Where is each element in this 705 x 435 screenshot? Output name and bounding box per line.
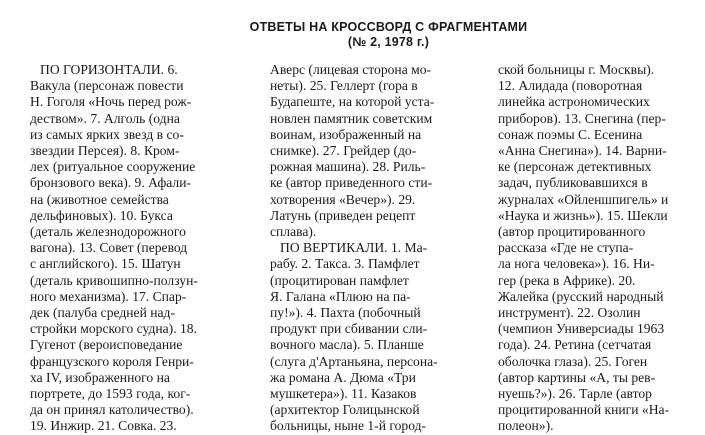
heading-subtitle: (№ 2, 1978 г.)	[347, 35, 430, 49]
text-line: хотворения «Вечер»). 29.	[270, 191, 416, 207]
text-line: портрете, до 1593 года, ког-	[30, 386, 191, 402]
article-heading	[0, 20, 705, 50]
text-line: процитированной книги «На-	[498, 402, 670, 418]
text-line: французского короля Генри-	[30, 353, 194, 369]
text-line: оболочка глаза). 25. Гоген	[498, 353, 648, 369]
text-line: журналах «Ойленшпигель» и	[498, 191, 669, 207]
text-line: сонаж поэмы С. Есенина	[498, 126, 643, 142]
text-line: новлен памятник советским	[270, 110, 433, 126]
text-line: Н. Гоголя «Ночь перед рож-	[30, 94, 192, 110]
text-line: ПО ГОРИЗОНТАЛИ. 6.	[40, 62, 178, 77]
text-line: снимке). 27. Грейдер (до-	[270, 143, 417, 159]
text-line: «Наука и жизнь»). 15. Шекли	[498, 207, 668, 223]
text-line: (деталь кривошипно-ползун-	[30, 272, 198, 288]
text-line: ха IV, изображенного на	[30, 369, 170, 385]
text-line: рабу. 2. Такса. 3. Памфлет	[270, 256, 420, 272]
text-line: дельфиновых). 10. Букса	[30, 207, 173, 223]
text-line: (процитирован памфлет	[270, 272, 409, 288]
text-line: 19. Инжир. 21. Совка. 23.	[30, 418, 177, 434]
text-line: мушкетера»). 11. Казаков	[270, 386, 417, 402]
text-line: (автор процитированного	[498, 224, 646, 240]
text-line: инструмент). 22. Озолин	[498, 305, 641, 321]
text-line: (слуга д'Артаньяна, персона-	[270, 353, 438, 369]
text-column-3	[498, 62, 705, 435]
text-line: Аверс (лицевая сторона мо-	[270, 62, 432, 77]
text-line: ке (автор приведенного сти-	[270, 175, 433, 191]
text-line: Будапеште, на которой уста-	[270, 94, 435, 110]
text-line: нуешь?»). 26. Тарле (автор	[498, 386, 652, 402]
text-line: больницы, ныне 1-й город-	[270, 418, 427, 434]
text-line: вагона). 13. Совет (перевод	[30, 240, 188, 256]
text-line: рассказа «Где не ступа-	[498, 240, 634, 256]
text-line: Я. Галана «Плюю на па-	[270, 288, 411, 304]
text-line: ской больницы г. Москвы).	[498, 62, 655, 77]
text-line: полеон»).	[498, 418, 554, 434]
text-line: да он принял католичество).	[30, 402, 194, 418]
text-line: вочного масла). 5. Планше	[270, 337, 424, 353]
text-column-2	[270, 62, 492, 435]
text-line: звездии Персея). 8. Кром-	[30, 143, 180, 159]
text-line: продукт при сбивании сли-	[270, 321, 428, 337]
text-line: на (животное семейства	[30, 191, 169, 207]
text-line: Латунь (приведен рецепт	[270, 207, 416, 223]
text-line: из самых ярких звезд в со-	[30, 126, 184, 142]
text-line: дек (палуба средней над-	[30, 305, 175, 321]
text-column-1	[30, 62, 252, 435]
text-line: линейка астрономических	[498, 94, 650, 110]
text-line: воинам, изображенный на	[270, 126, 422, 142]
text-line: ного механизма). 17. Спар-	[30, 288, 187, 304]
text-line: деством». 7. Алголь (одна	[30, 110, 180, 126]
text-line: пу!»). 4. Пахта (побочный	[270, 305, 421, 321]
text-line: задач, публиковавшихся в	[498, 175, 648, 191]
text-line: стройки морского судна). 18.	[30, 321, 197, 337]
text-line: неты). 25. Геллерт (гора в	[270, 78, 418, 94]
text-line: «Анна Снегина»). 14. Варни-	[498, 143, 667, 159]
text-line: 12. Алидада (поворотная	[498, 78, 643, 94]
text-line: бронзового века). 9. Афали-	[30, 175, 191, 191]
text-line: (чемпион Универсиады 1963	[498, 321, 665, 337]
text-line: гер (река в Африке). 20.	[498, 272, 636, 288]
text-line: рожная машина). 28. Риль-	[270, 159, 426, 175]
text-line: (автор картины «А, ты рев-	[498, 369, 656, 385]
text-line: (архитектор Голицынской	[270, 402, 420, 418]
text-line: ла нога человека»). 16. Ни-	[498, 256, 655, 272]
text-line: жа романа А. Дюма «Три	[270, 369, 416, 385]
text-line: Жалейка (русский народный	[498, 288, 664, 304]
text-line: ПО ВЕРТИКАЛИ. 1. Ма-	[280, 240, 428, 256]
text-line: с английского). 15. Шатун	[30, 256, 181, 272]
text-line: Гугенот (вероисповедание	[30, 337, 183, 353]
text-line: лех (ритуальное сооружение	[30, 159, 196, 175]
text-line: года). 24. Ретина (сетчатая	[498, 337, 652, 353]
heading-title: ОТВЕТЫ НА КРОССВОРД С ФРАГМЕНТАМИ	[249, 20, 528, 34]
text-line: ке (персонаж детективных	[498, 159, 652, 175]
text-line: (деталь железнодорожного	[30, 224, 186, 240]
text-line: Вакула (персонаж повести	[30, 78, 184, 94]
text-line: приборов). 13. Снегина (пер-	[498, 110, 666, 126]
text-line: сплава).	[270, 224, 317, 240]
